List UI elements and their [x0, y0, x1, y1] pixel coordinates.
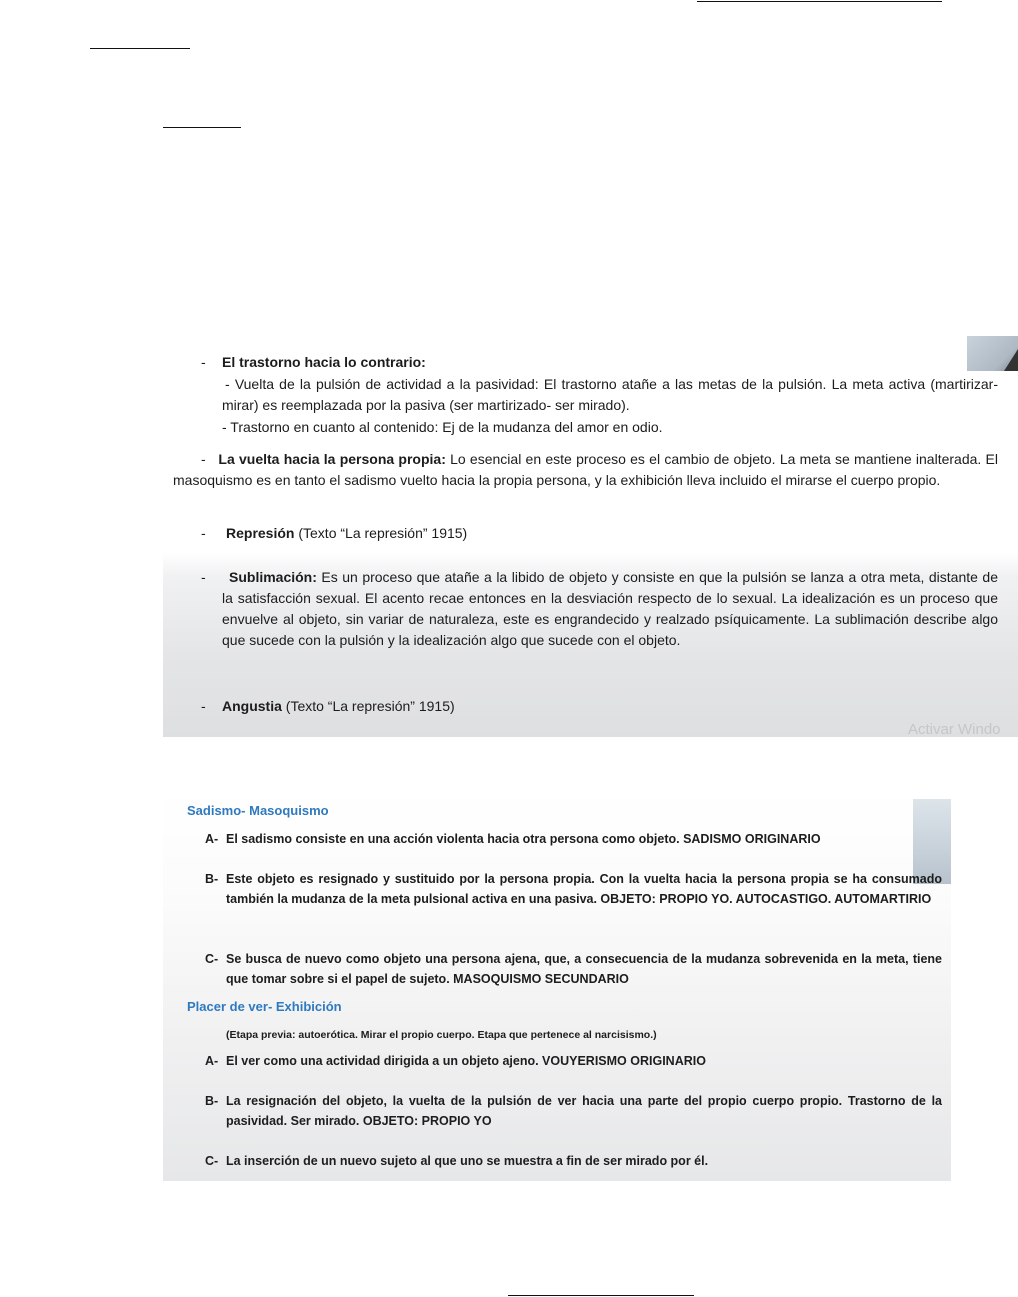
- vuelta-text: Lo esencial en este proceso es el cambio de objeto. La meta se mantiene inalterada. El masoquismo es en tanto el sadismo vuelto hacia la propia persona, y la exhibición lleva incluido el mirarse el cuerpo propio.: [173, 451, 998, 488]
- bullet-dash: -: [201, 354, 206, 370]
- top-right-underline: [697, 1, 942, 2]
- placer-c-text: La inserción de un nuevo sujeto al que uno se muestra a fin de ser mirado por él.: [226, 1154, 709, 1168]
- sadismo-c-text: Se busca de nuevo como objeto una persona ajena, que, a consecuencia de la mudanza sobrevenida en la meta, tiene que tomar sobre si el papel de sujeto. MASOQUISMO SECUNDARIO: [226, 952, 942, 986]
- small-underline: [163, 127, 241, 128]
- represion-item: [226, 523, 467, 544]
- represion-title: Represión: [226, 525, 295, 541]
- bullet-dash: -: [201, 525, 206, 541]
- vuelta-paragraph: [173, 449, 998, 491]
- sadismo-a-letter: A-: [205, 832, 219, 846]
- vuelta-title: La vuelta hacia la persona propia:: [218, 451, 446, 467]
- sadismo-heading: Sadismo- Masoquismo: [187, 803, 329, 818]
- bullet-dash: -: [201, 698, 206, 714]
- sublimacion-text: Es un proceso que atañe a la libido de objeto y consiste en que la pulsión se lanza a otra meta, distante de la satisfacción sexual. El acento recae entonces en la desviación respecto de lo sexual. La idealización es un proceso que envuelve al objeto, sin variar de naturaleza, este es engrandecido y realzado psíquicamente. La sublimación describe algo que sucede con la pulsión y la idealización algo que sucede con el objeto.: [222, 569, 998, 648]
- placer-b-letter: B-: [205, 1094, 219, 1108]
- sublimacion-title: Sublimación:: [229, 569, 317, 585]
- sublimacion-paragraph: [222, 567, 998, 651]
- activation-watermark: Activar Windo: [908, 721, 1001, 737]
- sadismo-b-text: Este objeto es resignado y sustituido por la persona propia. Con la vuelta hacia la persona propia se ha consumado también la mudanza de la meta pulsional activa en una pasiva. OBJETO: PROPIO YO. AUTOCASTIGO. AUTOMARTIRIO: [226, 872, 942, 906]
- trastorno-title: El trastorno hacia lo contrario:: [222, 354, 426, 370]
- bullet-dash: -: [201, 569, 206, 585]
- bullet-dash: -: [201, 451, 219, 467]
- placer-heading: Placer de ver- Exhibición: [187, 999, 342, 1014]
- bottom-underline: [508, 1295, 694, 1296]
- angustia-item: [222, 696, 455, 717]
- placer-b-text: La resignación del objeto, la vuelta de la pulsión de ver hacia una parte del propio cuerpo propio. Trastorno de la pasividad. Ser mirado. OBJETO: PROPIO YO: [226, 1094, 942, 1128]
- placer-c-letter: C-: [205, 1154, 219, 1168]
- placer-a-text: El ver como una actividad dirigida a un objeto ajeno. VOUYERISMO ORIGINARIO: [226, 1054, 706, 1068]
- angustia-title: Angustia: [222, 698, 282, 714]
- represion-text: (Texto “La represión” 1915): [294, 525, 468, 541]
- sadismo-a-text: El sadismo consiste en una acción violenta hacia otra persona como objeto. SADISMO ORIGINARIO: [226, 832, 821, 846]
- placer-note: (Etapa previa: autoerótica. Mirar el propio cuerpo. Etapa que pertenece al narcisismo.): [226, 1029, 657, 1041]
- trastorno-line1: - Vuelta de la pulsión de actividad a la pasividad: El trastorno atañe a las metas de la pulsión. La meta activa (martirizar- mirar) es reemplazada por la pasiva (ser martirizado- ser mirado).: [222, 376, 998, 413]
- trastorno-line2: - Trastorno en cuanto al contenido: Ej de la mudanza del amor en odio.: [222, 419, 663, 435]
- angustia-text: (Texto “La represión” 1915): [281, 698, 455, 714]
- video-thumbnail: [967, 336, 1018, 371]
- slide-screenshot-2: [163, 788, 951, 1181]
- sadismo-c-letter: C-: [205, 952, 219, 966]
- left-underline: [90, 48, 190, 49]
- sadismo-b-letter: B-: [205, 872, 219, 886]
- placer-a-letter: A-: [205, 1054, 219, 1068]
- slide-screenshot-1: [163, 336, 1018, 737]
